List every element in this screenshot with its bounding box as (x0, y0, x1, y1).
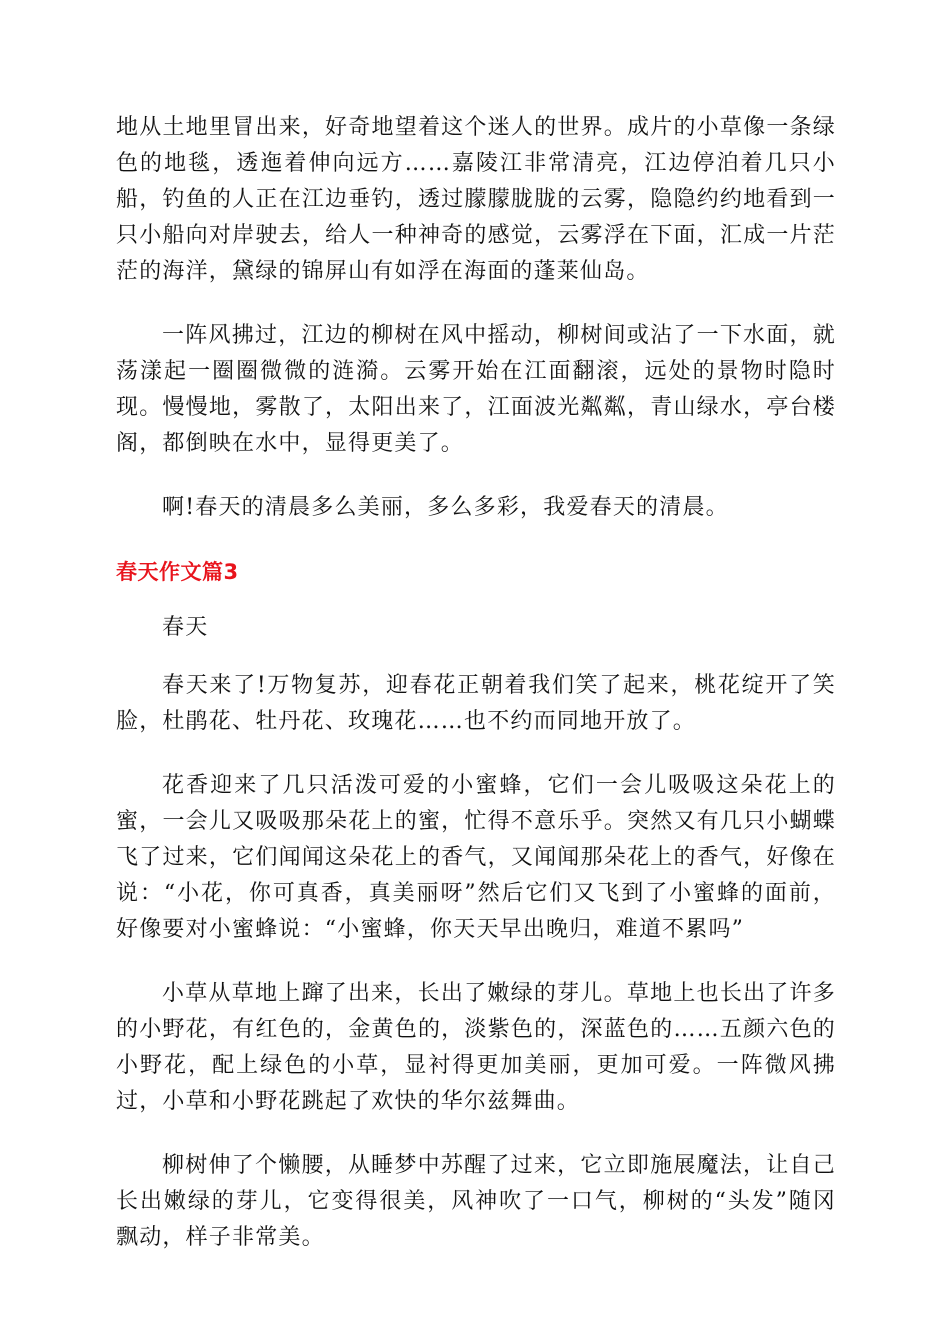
essay-paragraph-2: 花香迎来了几只活泼可爱的小蜜蜂，它们一会儿吸吸这朵花上的蜜，一会儿又吸吸那朵花上的蜜，忙得不意乐乎。突然又有几只小蝴蝶飞了过来，它们闻闻这朵花上的香气，又闻闻那朵花上的香气，好像在说：“小花，你可真香，真美丽呀”然后它们又飞到了小蜜蜂的面前，好像要对小蜜蜂说：“小蜜蜂，你天天早出晚归，难道不累吗” (116, 773, 836, 942)
paragraph-top-3: 啊!春天的清晨多么美丽，多么多彩，我爱春天的清晨。 (162, 495, 729, 520)
essay-title: 春天 (162, 615, 209, 640)
document-page (116, 110, 836, 1284)
essay-paragraph-3: 小草从草地上蹿了出来，长出了嫩绿的芽儿。草地上也长出了许多的小野花，有红色的，金黄色的，淡紫色的，深蓝色的……五颜六色的小野花，配上绿色的小草，显衬得更加美丽，更加可爱。一阵微风拂过，小草和小野花跳起了欢快的华尔兹舞曲。 (116, 981, 836, 1114)
essay-paragraph-4: 柳树伸了个懒腰，从睡梦中苏醒了过来，它立即施展魔法，让自己长出嫩绿的芽儿，它变得很美，风神吹了一口气，柳树的“头发”随冈飘动，样子非常美。 (116, 1153, 836, 1250)
paragraph-top-2: 一阵风拂过，江边的柳树在风中摇动，柳树间或沾了一下水面，就荡漾起一圈圈微微的涟漪。云雾开始在江面翻滚，远处的景物时隐时现。慢慢地，雾散了，太阳出来了，江面波光粼粼，青山绿水，亭台楼阁，都倒映在水中，显得更美了。 (116, 323, 836, 456)
paragraph-top-1: 地从土地里冒出来，好奇地望着这个迷人的世界。成片的小草像一条绿色的地毯，透迤着伸向远方……嘉陵江非常清亮，江边停泊着几只小船，钓鱼的人正在江边垂钓，透过朦朦胧胧的云雾，隐隐约约地看到一只小船向对岸驶去，给人一种神奇的感觉，云雾浮在下面，汇成一片茫茫的海洋，黛绿的锦屏山有如浮在海面的蓬莱仙岛。 (116, 115, 836, 284)
section-heading: 春天作文篇3 (116, 560, 239, 584)
essay-paragraph-1: 春天来了!万物复苏，迎春花正朝着我们笑了起来，桃花绽开了笑脸，杜鹃花、牡丹花、玫瑰花……也不约而同地开放了。 (116, 673, 836, 734)
